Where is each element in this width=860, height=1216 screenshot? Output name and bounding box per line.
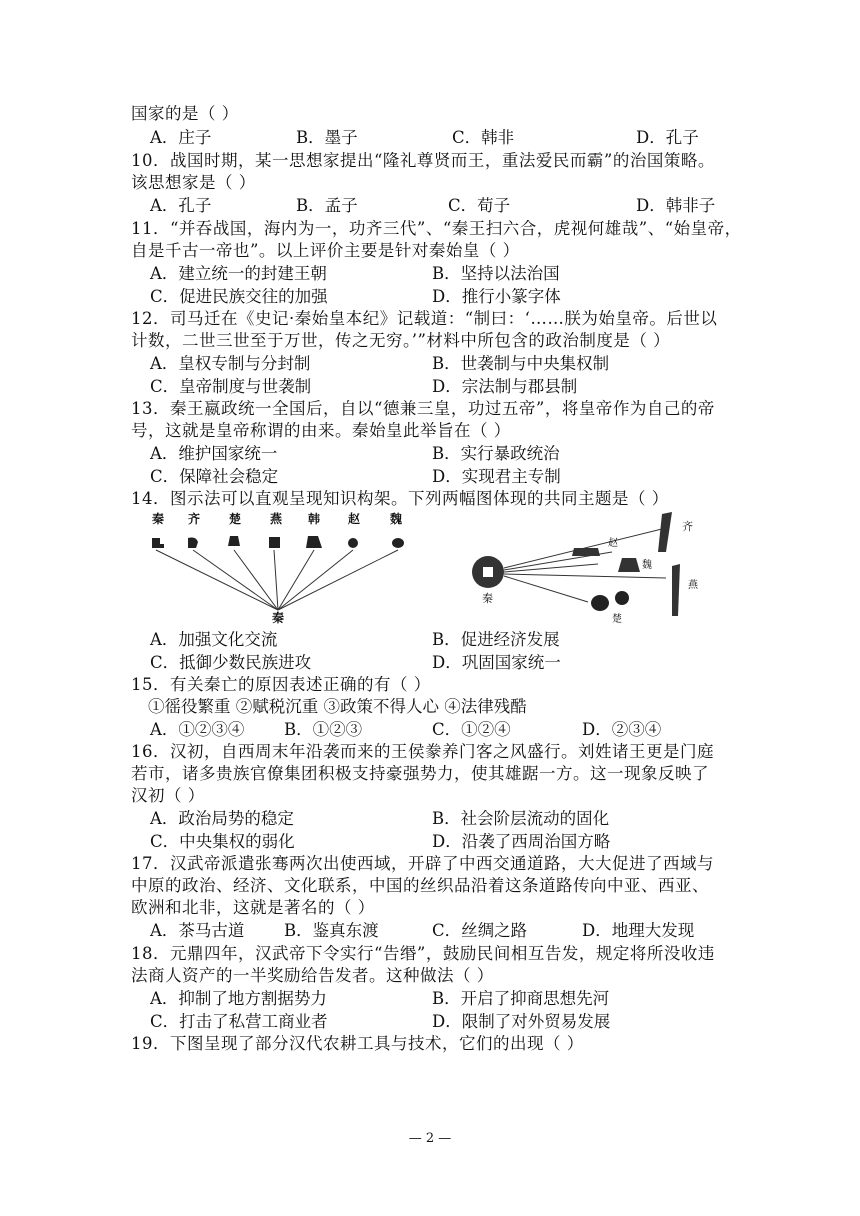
converge-lines: [156, 550, 398, 610]
coin-icons: [152, 536, 404, 548]
q12-option-a[interactable]: A．皇权专制与分封制: [150, 354, 311, 373]
q12-option-c[interactable]: C．皇帝制度与世袭制: [150, 377, 312, 396]
q10-option-d[interactable]: D．韩非子: [636, 196, 716, 215]
q9-option-a[interactable]: A．庄子: [150, 128, 212, 147]
q12-option-b[interactable]: B．世袭制与中央集权制: [432, 354, 610, 373]
q11-option-a[interactable]: A．建立统一的封建王朝: [150, 264, 327, 283]
coin-han-icon: [306, 536, 322, 548]
coin-qin-icon: [152, 538, 164, 548]
q13-option-b[interactable]: B．实行暴政统治: [432, 444, 560, 463]
q14-left-labels: [151, 511, 402, 526]
state-label-zhao: 赵: [348, 512, 361, 526]
coin-label-zhao: 赵: [608, 538, 618, 549]
q17-line-1: 17．汉武帝派遣张骞两次出使西域，开辟了中西交通道路，大大促进了西域与: [131, 854, 714, 873]
q16-option-a[interactable]: A．政治局势的稳定: [150, 809, 294, 828]
q16-line-3: 汉初（ ）: [131, 786, 205, 805]
coin-qi-icon: [188, 538, 198, 549]
q10-line-2: 该思想家是（ ）: [131, 173, 256, 192]
q9-tail: 国家的是（ ）: [131, 104, 239, 123]
q16-line-1: 16．汉初，自西周末年沿袭而来的王侯豢养门客之风盛行。刘姓诸王更是门庭: [131, 742, 714, 761]
q17-line-2: 中原的政治、经济、文化联系，中国的丝织品沿着这条道路传向中亚、西亚、: [131, 876, 709, 895]
q18-option-a[interactable]: A．抑制了地方割据势力: [150, 989, 327, 1008]
coin-label-qi: 齐: [682, 520, 693, 533]
state-label-wei: 魏: [390, 512, 403, 526]
state-label-chu: 楚: [229, 512, 242, 526]
q11-option-b[interactable]: B．坚持以法治国: [432, 264, 560, 283]
q13-option-c[interactable]: C．保障社会稳定: [150, 467, 279, 486]
q14-figure-right: [462, 506, 724, 628]
q14-option-a[interactable]: A．加强文化交流: [150, 630, 278, 649]
knife-coin-qi-icon: [658, 512, 672, 552]
q15-option-b[interactable]: B．①②③: [284, 720, 363, 739]
coin-wei-icon: [392, 538, 404, 548]
q9-option-b[interactable]: B．墨子: [296, 128, 358, 147]
q10-option-b[interactable]: B．孟子: [296, 196, 358, 215]
q18-option-d[interactable]: D．限制了对外贸易发展: [432, 1012, 611, 1031]
state-label-qi: 齐: [188, 512, 201, 526]
q10-line-1: 10．战国时期，某一思想家提出“隆礼尊贤而王，重法爱民而霸”的治国策略。: [131, 151, 715, 170]
q11-line-1: 11．“并吞战国，海内为一，功齐三代”、“秦王扫六合，虎视何雄哉”、“始皇帝，: [131, 219, 742, 238]
q12-option-d[interactable]: D．宗法制与郡县制: [432, 377, 578, 396]
coin-yan-icon: [269, 537, 280, 548]
q9-option-d[interactable]: D．孔子: [636, 128, 699, 147]
q14-option-d[interactable]: D．巩固国家统一: [432, 653, 561, 672]
q18-option-c[interactable]: C．打击了私营工商业者: [150, 1012, 328, 1031]
q17-option-b[interactable]: B．鉴真东渡: [284, 921, 379, 940]
q12-line-1: 12．司马迁在《史记·秦始皇本纪》记载道：“制曰：‘……朕为始皇帝。后世以: [131, 309, 718, 328]
q11-option-d[interactable]: D．推行小篆字体: [432, 287, 561, 306]
q14-option-c[interactable]: C．抵御少数民族进攻: [150, 653, 312, 672]
q10-option-a[interactable]: A．孔子: [150, 196, 212, 215]
page-number: — 2 —: [408, 1131, 452, 1146]
q13-line-1: 13．秦王嬴政统一全国后，自以“德兼三皇，功过五帝”，将皇帝作为自己的帝: [131, 399, 715, 418]
unified-coin-label: 秦: [272, 611, 285, 624]
q16-option-b[interactable]: B．社会阶层流动的固化: [432, 809, 610, 828]
q18-option-b[interactable]: B．开启了抑商思想先河: [432, 989, 610, 1008]
coin-zhao-icon: [348, 538, 358, 548]
q15-line-1: 15．有关秦亡的原因表述正确的有（ ）: [131, 675, 431, 694]
q18-line-2: 法商人资产的一半奖励给告发者。这种做法（ ）: [131, 966, 494, 985]
spade-coin-wei-icon: [618, 558, 640, 572]
knife-coin-yan-icon: [672, 564, 680, 616]
coin-label-wei: 魏: [642, 560, 652, 571]
coin-label-yan: 燕: [688, 580, 698, 591]
q9-option-c[interactable]: C．韩非: [452, 128, 515, 147]
q15-option-d[interactable]: D．②③④: [582, 720, 662, 739]
coin-chu-icon: [228, 536, 240, 546]
q14-option-b[interactable]: B．促进经济发展: [432, 630, 560, 649]
coin-label-qin: 秦: [482, 592, 493, 605]
q17-line-3: 欧洲和北非，这就是著名的（ ）: [131, 898, 375, 917]
q10-option-c[interactable]: C．荀子: [448, 196, 511, 215]
coin-label-chu: 楚: [612, 614, 622, 625]
q15-option-c[interactable]: C．①②④: [432, 720, 511, 739]
q16-option-c[interactable]: C．中央集权的弱化: [150, 832, 295, 851]
q15-option-a[interactable]: A．①②③④: [150, 720, 245, 739]
q15-items: ①徭役繁重 ②赋税沉重 ③政策不得人心 ④法律残酷: [148, 697, 527, 716]
q14-line-1: 14．图示法可以直观呈现知识构架。下列两幅图体现的共同主题是（ ）: [131, 489, 669, 508]
q13-line-2: 号，这就是皇帝称谓的由来。秦始皇此举旨在（ ）: [131, 421, 511, 440]
q11-option-c[interactable]: C．促进民族交往的加强: [150, 287, 328, 306]
ant-nose-coin-chu-icon: [591, 595, 609, 611]
state-label-han: 韩: [308, 512, 321, 526]
q11-line-2: 自是千古一帝也”。以上评价主要是针对秦始皇（ ）: [131, 241, 520, 260]
state-label-yan: 燕: [270, 512, 283, 526]
q14-figure-left: [136, 508, 426, 624]
q16-line-2: 若市，诸多贵族官僚集团积极支持豪强势力，使其雄踞一方。这一现象反映了: [131, 764, 709, 783]
q17-option-a[interactable]: A．茶马古道: [150, 921, 245, 940]
q13-option-d[interactable]: D．实现君主专制: [432, 467, 561, 486]
state-label-qin: 秦: [152, 512, 165, 526]
q13-option-a[interactable]: A．维护国家统一: [150, 444, 278, 463]
q18-line-1: 18．元鼎四年，汉武帝下令实行“告缗”，鼓励民间相互告发，规定将所没收违: [131, 944, 715, 963]
spade-coin-zhao-icon: [572, 548, 600, 556]
q16-option-d[interactable]: D．沿袭了西周治国方略: [432, 832, 611, 851]
q17-option-d[interactable]: D．地理大发现: [582, 921, 695, 940]
q19-line-1: 19．下图呈现了部分汉代农耕工具与技术，它们的出现（ ）: [131, 1034, 584, 1053]
q17-option-c[interactable]: C．丝绸之路: [432, 921, 528, 940]
q12-line-2: 计数，二世三世至于万世，传之无穷。’”材料中所包含的政治制度是（ ）: [131, 331, 671, 350]
